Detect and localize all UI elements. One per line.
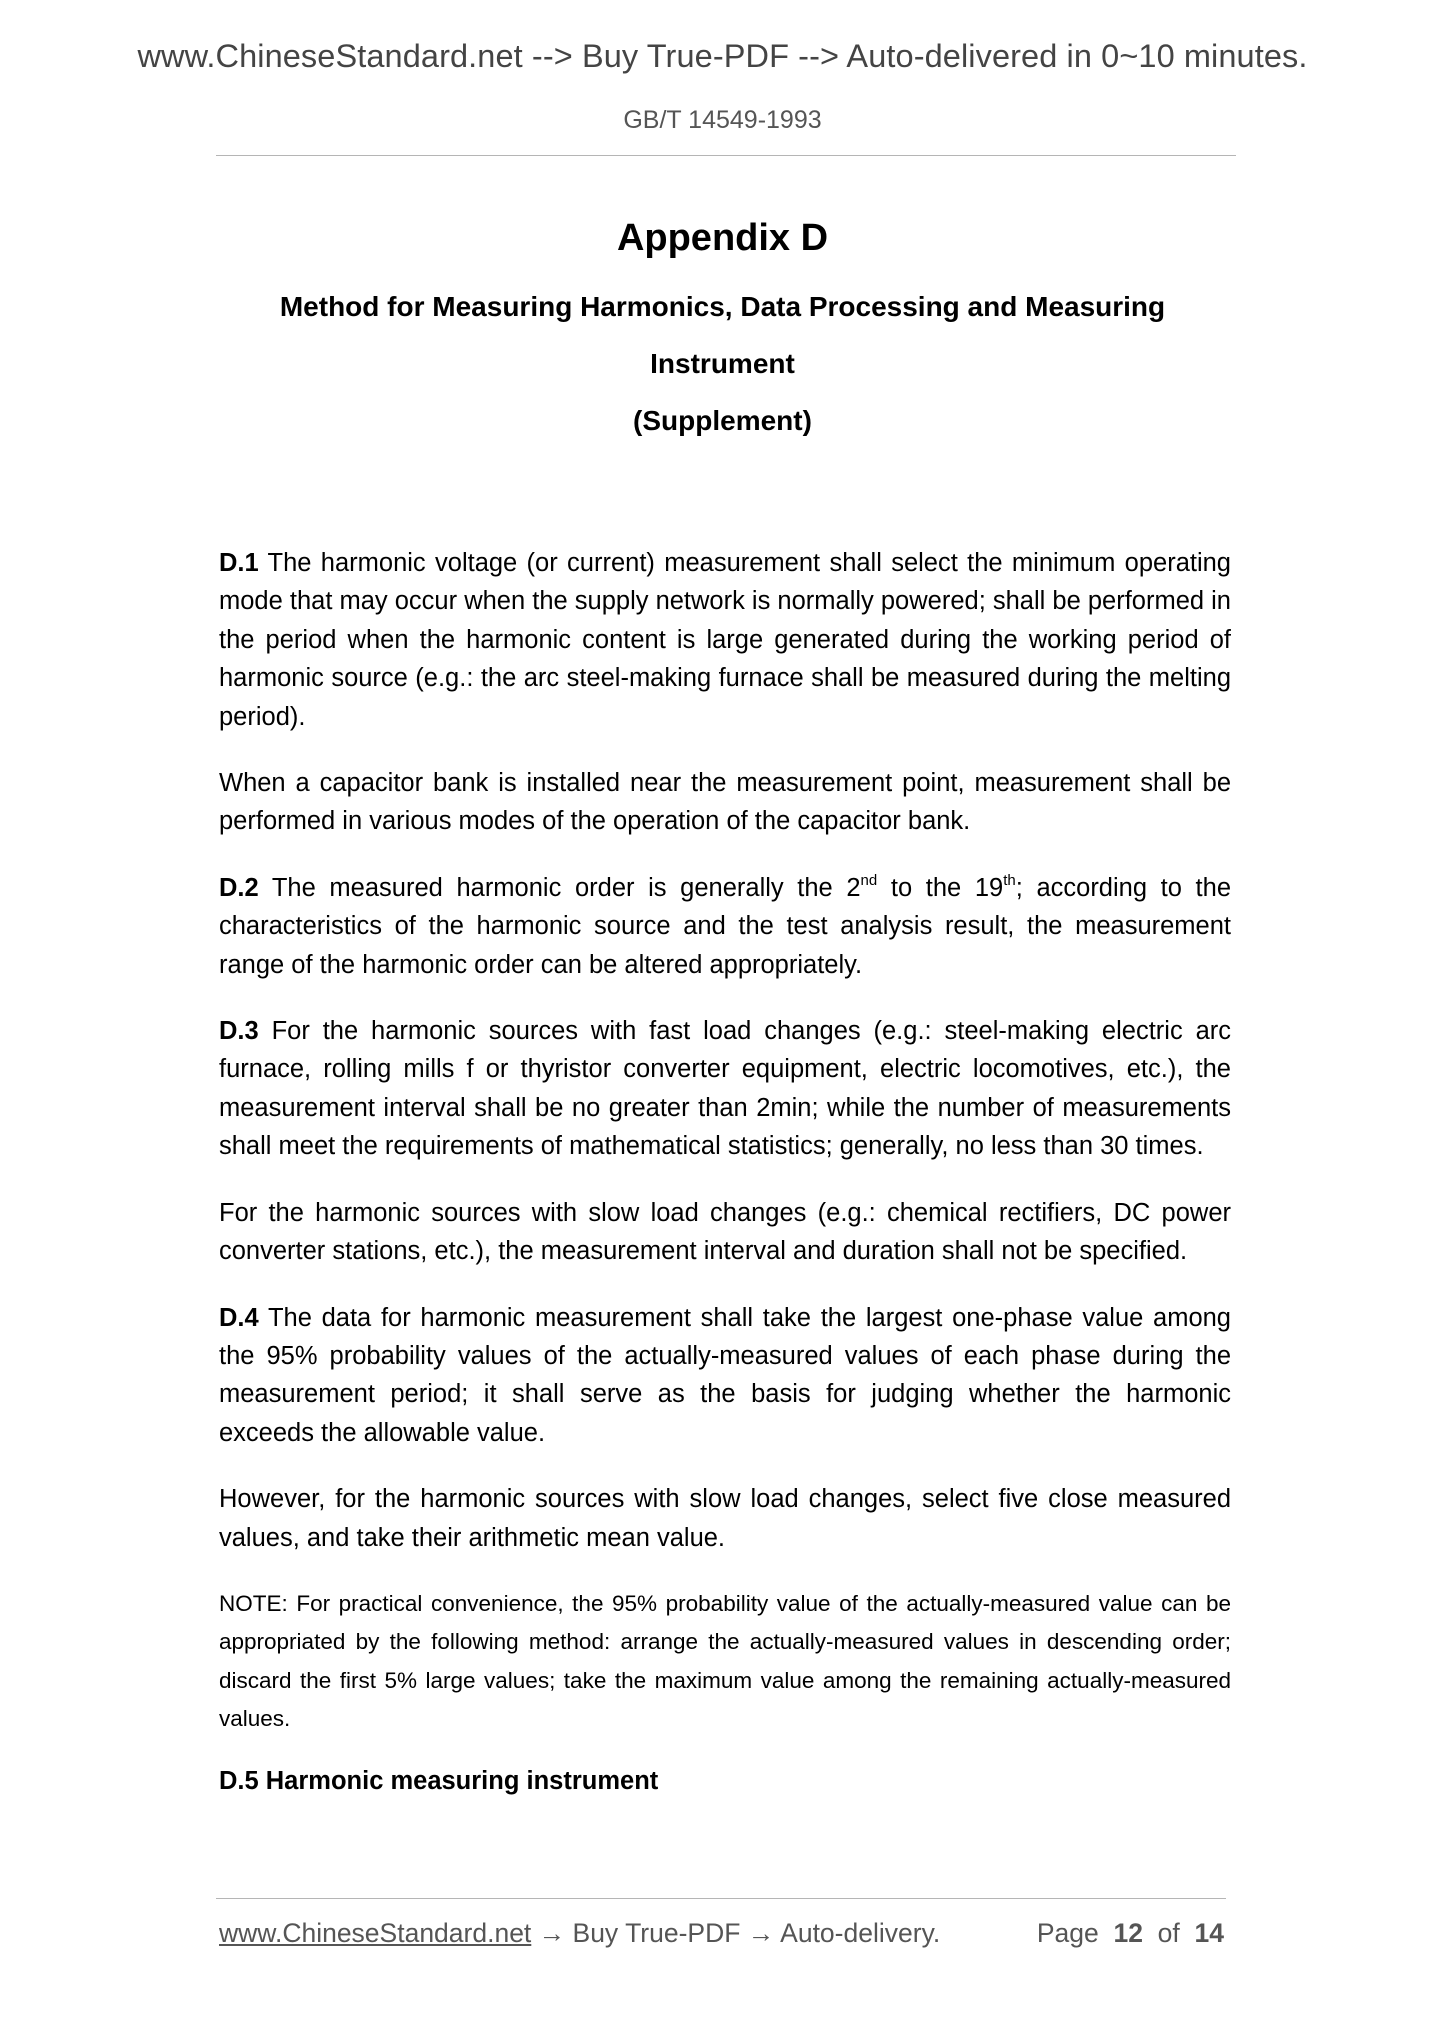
clause-d3-label: D.3 xyxy=(219,1017,259,1046)
clause-d2 xyxy=(219,869,1231,984)
clause-d3-paragraph-2: For the harmonic sources with slow load changes (e.g.: chemical rectifiers, DC power converter stations, etc.), the measurement interval and duration shall not be specified. xyxy=(219,1198,1231,1266)
clause-d2-text-b: to the 19 xyxy=(877,873,1004,902)
page-word: Page xyxy=(1036,1918,1099,1948)
clause-d1 xyxy=(219,544,1231,736)
current-page-number: 12 xyxy=(1113,1918,1143,1948)
website-link[interactable]: www.ChineseStandard.net xyxy=(219,1918,532,1948)
clause-d2-text-a: The measured harmonic order is generally the 2 xyxy=(258,873,861,902)
clause-d4-label: D.4 xyxy=(219,1303,259,1332)
footer-divider xyxy=(216,1898,1226,1899)
top-banner: www.ChineseStandard.net --> Buy True-PDF --> Auto-delivered in 0~10 minutes. xyxy=(137,38,1308,74)
of-word: of xyxy=(1157,1918,1180,1948)
page-indicator xyxy=(1037,1915,1224,1951)
clause-d2-label: D.2 xyxy=(219,873,259,902)
clause-d3-text: For the harmonic sources with fast load changes (e.g.: steel-making electric arc furnace, rolling mills f or thyristor converter equipment, electric locomotives, etc.), the measurement interval shall be no greater than 2min; while the number of measurements shall meet the requirements of mathematical statistics; generally, no less than 30 times. xyxy=(219,1017,1231,1161)
document-body xyxy=(219,544,1231,1829)
appendix-subtitle-line2: Instrument xyxy=(650,348,795,379)
clause-d1-paragraph-2: When a capacitor bank is installed near the measurement point, measurement shall be performed in various modes of the operation of the capacitor bank. xyxy=(219,769,1231,836)
clause-d3 xyxy=(219,1012,1231,1166)
footer-tagline: → Buy True-PDF → Auto-delivery. xyxy=(531,1918,941,1948)
clause-d4-text: The data for harmonic measurement shall take the largest one-phase value among the 95% probability values of the actually-measured values of each phase during the measurement period; it shall serve as the basis for judging whether the harmonic exceeds the allowable value. xyxy=(219,1303,1231,1447)
clause-d4-paragraph-2: However, for the harmonic sources with slow load changes, select five close measured values, and take their arithmetic mean value. xyxy=(219,1485,1231,1552)
title-block xyxy=(0,210,1445,449)
ordinal-suffix-nd: nd xyxy=(860,871,878,889)
footer-left xyxy=(219,1915,940,1951)
clause-d4 xyxy=(219,1299,1231,1453)
clause-d5-heading: D.5 Harmonic measuring instrument xyxy=(219,1767,659,1796)
clause-d2-text-c: ; according to the characteristics of the harmonic source and the test analysis result, the measurement range of the harmonic order can be altered appropriately. xyxy=(219,873,1231,979)
appendix-title: Appendix D xyxy=(616,217,829,259)
clause-d1-label: D.1 xyxy=(219,549,259,577)
supplement-label: (Supplement) xyxy=(633,405,812,436)
ordinal-suffix-th: th xyxy=(1003,871,1016,889)
document-number: GB/T 14549-1993 xyxy=(623,106,822,134)
total-page-number: 14 xyxy=(1194,1918,1224,1948)
clause-d1-text: The harmonic voltage (or current) measurement shall select the minimum operating mode that may occur when the supply network is normally powered; shall be performed in the period when the harmonic content is large generated during the working period of harmonic source (e.g.: the arc steel-making furnace shall be measured during the melting period). xyxy=(219,549,1231,731)
clause-d4-note: NOTE: For practical convenience, the 95% probability value of the actually-measured value can be appropriated by the following method: arrange the actually-measured values in descending order; discard the first 5% large values; take the maximum value among the remaining actually-measured values. xyxy=(219,1590,1231,1731)
header-divider xyxy=(216,155,1236,156)
appendix-subtitle-line1: Method for Measuring Harmonics, Data Processing and Measuring xyxy=(279,291,1166,322)
